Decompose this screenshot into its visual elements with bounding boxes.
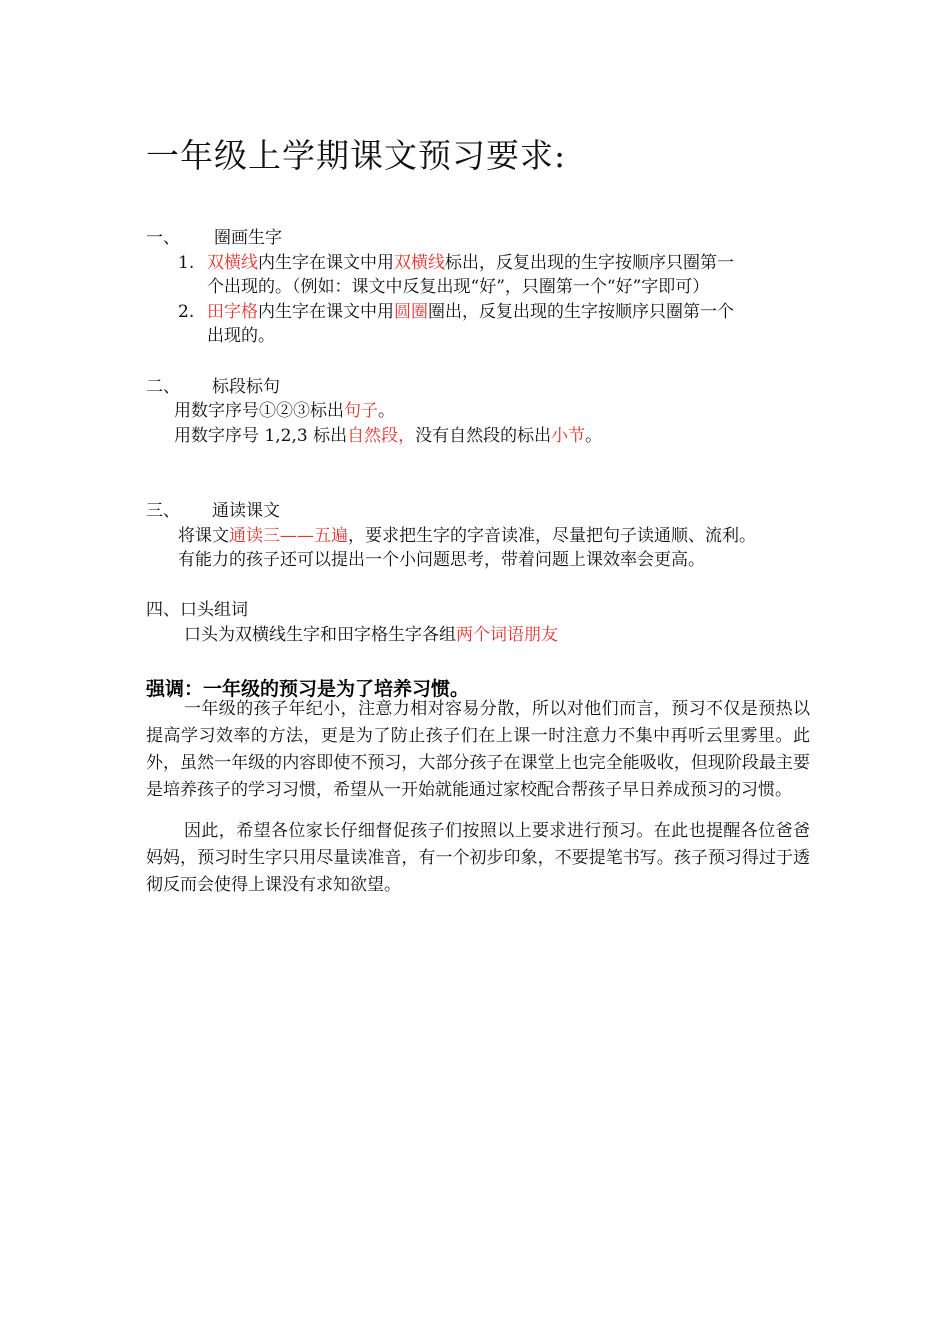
emphasis-paragraph-2: 因此，希望各位家长仔细督促孩子们按照以上要求进行预习。在此也提醒各位爸爸妈妈，预习时生字只用尽量读准音，有一个初步印象，不要提笔书写。孩子预习得过于透彻反而会使得上课没有求知欲望。 [146,821,810,895]
section1-heading: 圈画生字 [214,228,282,248]
body-text: 。 [378,401,395,421]
section3-heading: 通读课文 [212,501,280,521]
section3-number: 三、 [146,501,180,521]
section3-line2: 有能力的孩子还可以提出一个小问题思考，带着问题上课效率会更高。 [178,550,705,570]
body-text: 内生字在课文中用 [258,253,394,273]
section2-line1 [174,399,395,423]
body-text: 。 [585,426,603,446]
emphasis-heading: 强调：一年级的预习是为了培养习惯。 [146,678,470,700]
page-title: 一年级上学期课文预习要求: [146,136,567,175]
body-text: 内生字在课文中用 [258,302,394,322]
red-text: 通读三——五遍 [229,526,348,546]
red-text: 小节 [551,426,586,446]
body-text: ，要求把生字的字音读准，尽量把句子读通顺、流利。 [348,526,756,546]
section2-line2 [174,424,602,448]
emphasis-paragraph-1: 一年级的孩子年纪小，注意力相对容易分散，所以对他们而言，预习不仅是预热以提高学习效率的方法，更是为了防止孩子们在上课一时注意力不集中再听云里雾里。此外，虽然一年级的内容即使不预习，大部分孩子在课堂上也完全能吸收，但现阶段最主要是培养孩子的学习习惯，希望从一开始就能通过家校配合帮孩子早日养成预习的习惯。 [146,699,810,800]
body-text: 用数字序号 1,2,3 标出 [174,426,348,446]
red-text: 两个词语朋友 [456,625,558,645]
section1-item2-line [207,300,734,324]
section2-heading: 标段标句 [212,377,280,397]
section1-item2-number: 2. [178,302,195,322]
section1-number: 一、 [146,228,180,248]
section1-item2-continuation: 出现的。 [207,326,275,346]
red-text: 双横线 [207,253,258,273]
red-text: 自然段， [347,426,416,446]
section3-line1 [178,524,756,548]
red-text: 田字格 [207,302,258,322]
section4-line [184,623,558,647]
body-text: 口头为双横线生字和田字格生字各组 [184,625,456,645]
section1-item1-line [207,251,734,275]
red-text: 句子 [344,401,378,421]
section4-heading: 四、口头组词 [146,600,248,620]
section1-item1-continuation: 个出现的。（例如：课文中反复出现“好”，只圈第一个“好”字即可） [207,277,710,297]
body-text: 将课文 [178,526,229,546]
body-text: 圈出，反复出现的生字按顺序只圈第一个 [428,302,734,322]
red-text: 圆圈 [394,302,428,322]
section2-number: 二、 [146,377,180,397]
body-text: 用数字序号①②③标出 [174,401,344,421]
section1-item1-number: 1. [178,253,195,273]
body-text: 没有自然段的标出 [415,426,552,446]
red-text: 双横线 [394,253,445,273]
body-text: 标出，反复出现的生字按顺序只圈第一 [445,253,734,273]
